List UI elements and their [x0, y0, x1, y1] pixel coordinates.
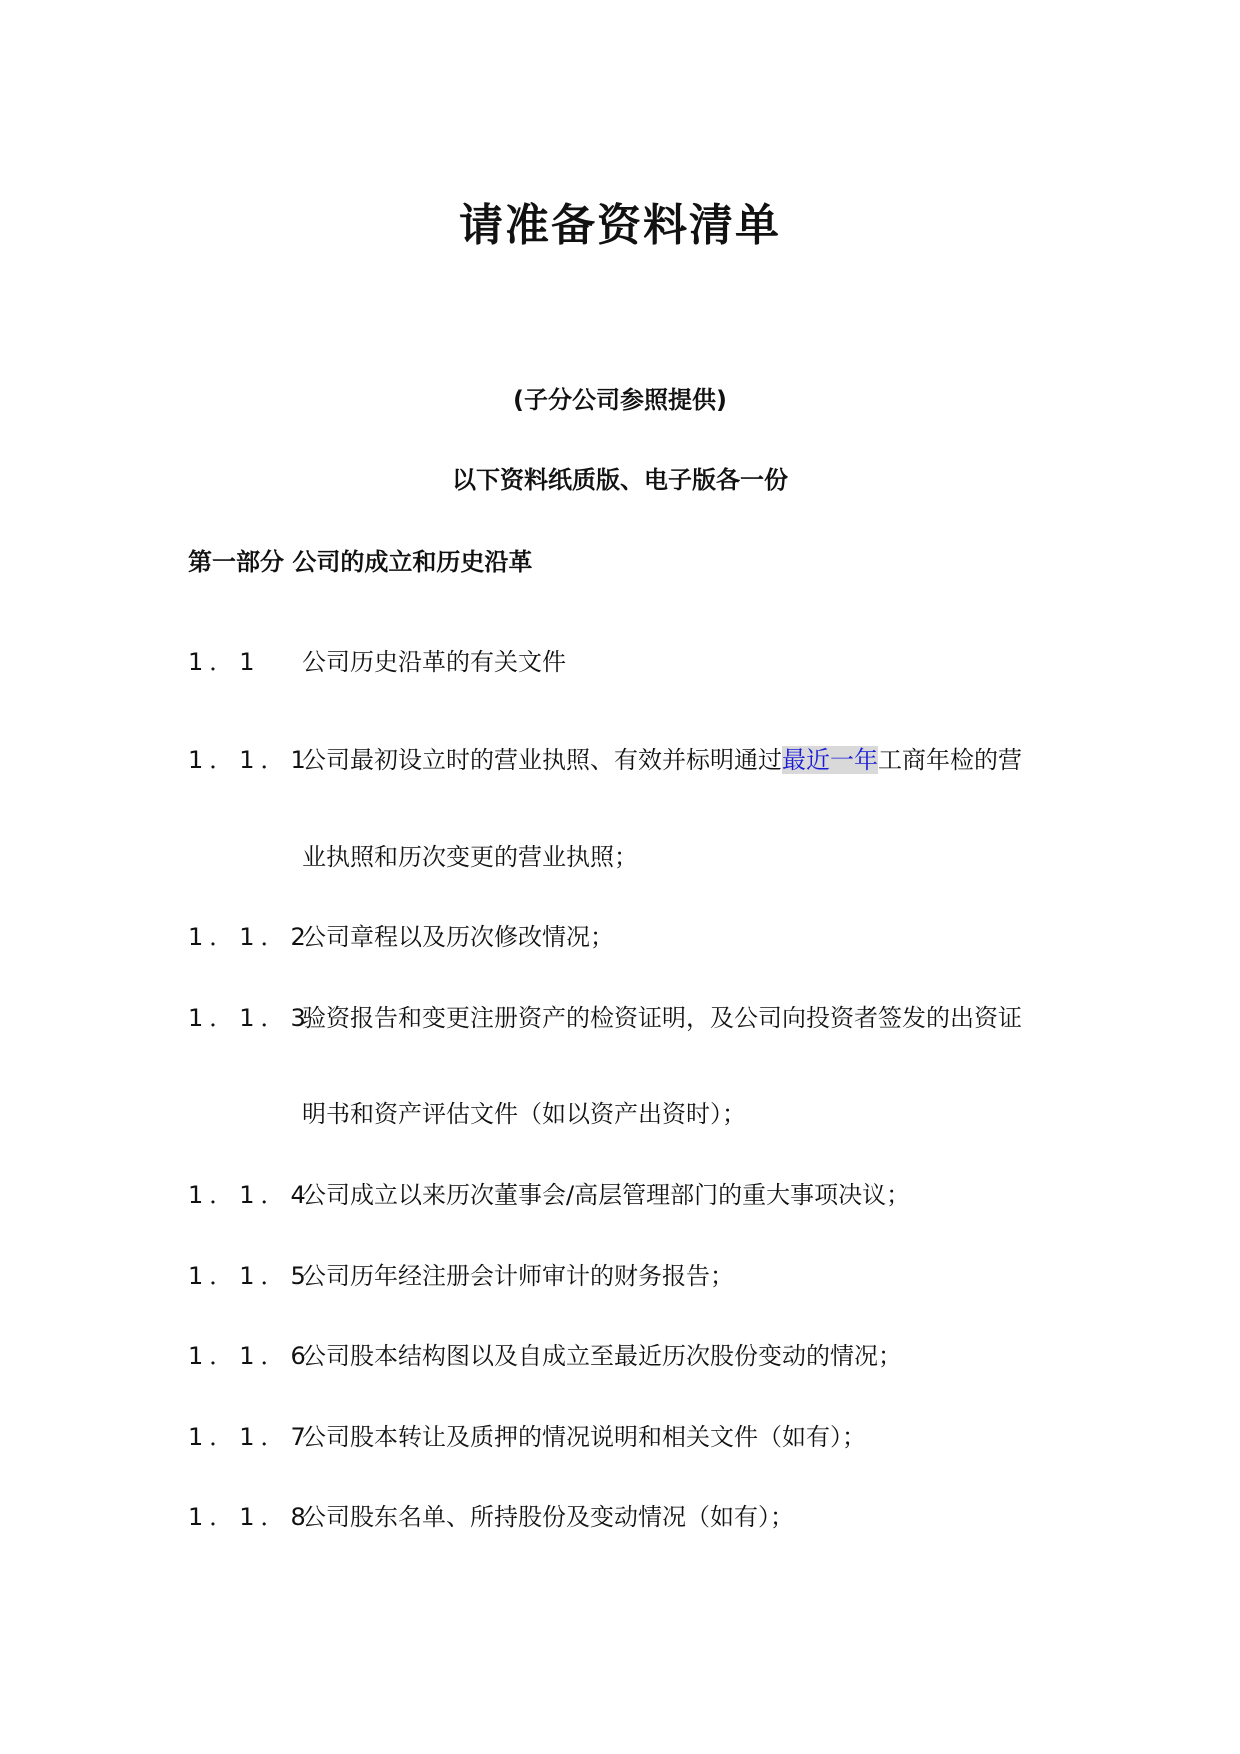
highlighted-text: 最近一年: [782, 746, 878, 774]
page-title: 请准备资料清单: [459, 200, 781, 251]
item-number: 1．1．7: [188, 1423, 312, 1451]
item-text-part: 公司最初设立时的营业执照、有效并标明通过: [302, 746, 782, 774]
item-text: [302, 746, 1022, 775]
item-text: 公司章程以及历次修改情况；: [302, 923, 614, 951]
item-text-continuation: 业执照和历次变更的营业执照；: [302, 843, 638, 871]
item-text-part: 工商年检的营: [878, 746, 1022, 774]
format-note: 以下资料纸质版、电子版各一份: [452, 466, 788, 494]
item-number: 1．1．6: [188, 1342, 312, 1370]
item-number: 1．1．8: [188, 1503, 312, 1531]
item-number: 1．1．3: [188, 1004, 312, 1032]
item-text: 公司股东名单、所持股份及变动情况（如有）；: [302, 1503, 794, 1531]
item-text: 公司股本转让及质押的情况说明和相关文件（如有）；: [302, 1423, 866, 1451]
item-number: 1．1．5: [188, 1262, 312, 1290]
section-heading: 第一部分 公司的成立和历史沿革: [188, 548, 533, 576]
item-text: 公司历年经注册会计师审计的财务报告；: [302, 1262, 734, 1290]
item-number: 1．1．1: [188, 746, 312, 774]
subtitle: (子分公司参照提供): [513, 386, 727, 414]
item-text: 验资报告和变更注册资产的检资证明，及公司向投资者签发的出资证: [302, 1004, 1022, 1032]
item-text: 公司成立以来历次董事会/高层管理部门的重大事项决议；: [302, 1181, 911, 1209]
item-text: 公司历史沿革的有关文件: [302, 648, 566, 676]
item-text: 公司股本结构图以及自成立至最近历次股份变动的情况；: [302, 1342, 902, 1370]
item-text-continuation: 明书和资产评估文件（如以资产出资时）；: [302, 1100, 746, 1128]
item-number: 1．1: [188, 648, 261, 676]
item-number: 1．1．2: [188, 923, 312, 951]
item-number: 1．1．4: [188, 1181, 312, 1209]
